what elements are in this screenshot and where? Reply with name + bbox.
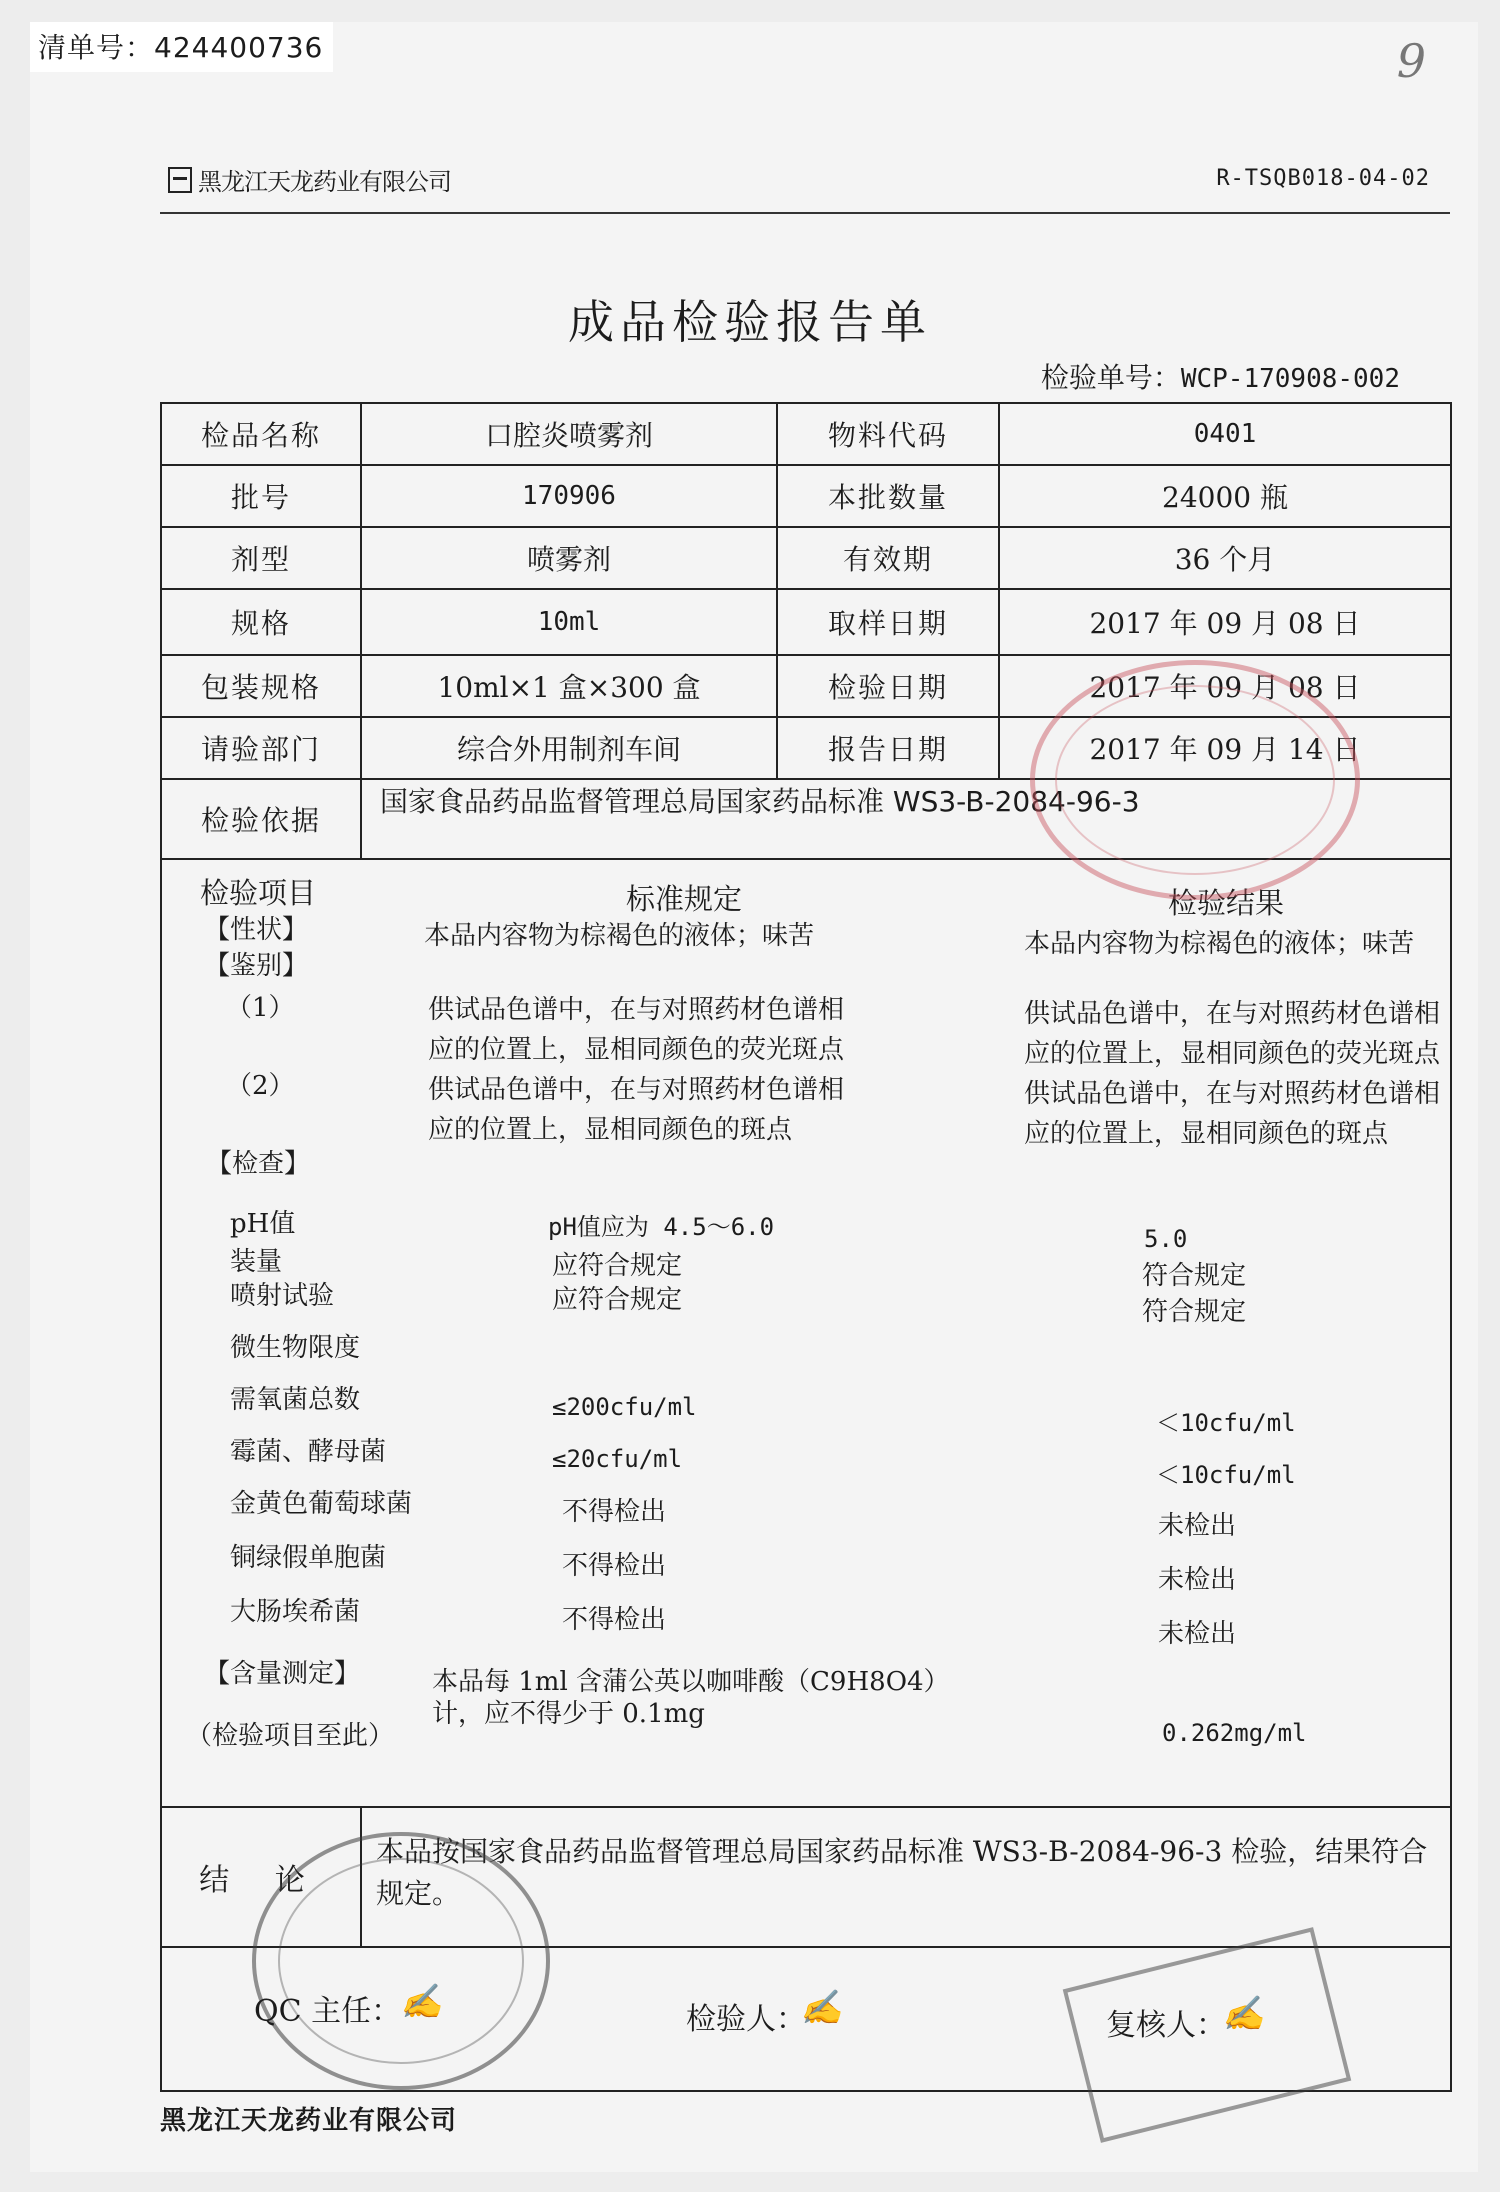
report-number bbox=[1041, 356, 1400, 396]
pseudo-result: 未检出 bbox=[1158, 1565, 1237, 1595]
ident1-result-line1: 供试品色谱中，在与对照药材色谱相 bbox=[1024, 999, 1441, 1029]
mold-label: 霉菌、酵母菌 bbox=[230, 1437, 387, 1467]
header-rule bbox=[160, 212, 1450, 214]
assay-result: 0.262mg/ml bbox=[1162, 1719, 1307, 1747]
batch-qty-label: 本批数量 bbox=[827, 481, 948, 514]
conclusion-label: 结 论 bbox=[199, 1863, 323, 1898]
result-header: 检验结果 bbox=[1168, 886, 1285, 920]
ident-label: 【鉴别】 bbox=[204, 951, 309, 981]
list-number: 清单号：424400736 bbox=[30, 22, 333, 72]
batch-qty-value: 24000 瓶 bbox=[1162, 481, 1288, 514]
package-label: 包装规格 bbox=[200, 671, 321, 704]
fill-result: 符合规定 bbox=[1142, 1261, 1247, 1291]
validity-value: 36 个月 bbox=[1174, 543, 1276, 576]
test-date-label: 检验日期 bbox=[827, 671, 948, 704]
spray-result: 符合规定 bbox=[1142, 1297, 1247, 1327]
row-divider bbox=[160, 858, 1452, 860]
basis-value: 国家食品药品监督管理总局国家药品标准 WS3-B-2084-96-3 bbox=[380, 785, 1140, 818]
staph-result: 未检出 bbox=[1158, 1511, 1237, 1541]
conclusion-line2: 规定。 bbox=[376, 1877, 461, 1910]
qc-signature: ✍ bbox=[400, 1982, 443, 2022]
character-label: 【性状】 bbox=[204, 915, 309, 945]
column-divider bbox=[360, 1806, 362, 1946]
ident1-standard-line1: 供试品色谱中，在与对照药材色谱相 bbox=[428, 995, 845, 1025]
report-date-label: 报告日期 bbox=[827, 733, 948, 766]
standard-header: 标准规定 bbox=[626, 882, 743, 916]
item-header: 检验项目 bbox=[200, 876, 317, 910]
ecoli-standard: 不得检出 bbox=[562, 1605, 667, 1635]
micro-label: 微生物限度 bbox=[230, 1333, 361, 1363]
report-date-value: 2017 年 09 月 14 日 bbox=[1089, 733, 1361, 766]
reviewer-label: 复核人： bbox=[1106, 2008, 1226, 2043]
aerobic-label: 需氧菌总数 bbox=[230, 1385, 361, 1415]
ident2-standard-line2: 应的位置上，显相同颜色的斑点 bbox=[428, 1115, 793, 1145]
product-name-value: 口腔炎喷雾剂 bbox=[484, 419, 653, 452]
assay-label: 【含量测定】 bbox=[204, 1659, 361, 1689]
material-code-label: 物料代码 bbox=[827, 419, 948, 452]
mold-result: ＜10cfu/ml bbox=[1156, 1461, 1296, 1489]
mold-standard: ≤20cfu/ml bbox=[552, 1445, 683, 1473]
page-mark: 9 bbox=[1396, 34, 1426, 88]
form-code: R-TSQB018-04-02 bbox=[1216, 166, 1430, 191]
ecoli-result: 未检出 bbox=[1158, 1619, 1237, 1649]
end-of-items: （检验项目至此） bbox=[186, 1721, 395, 1751]
dosage-form-label: 剂型 bbox=[230, 543, 291, 576]
aerobic-standard: ≤200cfu/ml bbox=[552, 1393, 697, 1421]
batch-label: 批号 bbox=[230, 481, 291, 514]
ident2-number: （2） bbox=[226, 1071, 295, 1101]
conclusion-line1: 本品按国家食品药品监督管理总局国家药品标准 WS3-B-2084-96-3 检验，结果符合 bbox=[376, 1835, 1428, 1868]
product-name-label: 检品名称 bbox=[200, 419, 321, 452]
ph-result: 5.0 bbox=[1144, 1225, 1188, 1253]
report-number-value: WCP-170908-002 bbox=[1180, 364, 1400, 394]
dept-label: 请验部门 bbox=[200, 733, 321, 766]
pseudo-label: 铜绿假单胞菌 bbox=[230, 1543, 387, 1573]
spec-label: 规格 bbox=[230, 607, 291, 640]
character-result: 本品内容物为棕褐色的液体；味苦 bbox=[1024, 929, 1415, 959]
material-code-value: 0401 bbox=[1193, 419, 1257, 449]
sampling-date-label: 取样日期 bbox=[827, 607, 948, 640]
ph-label: pH值 bbox=[230, 1209, 296, 1239]
spray-standard: 应符合规定 bbox=[552, 1285, 683, 1315]
fill-label: 装量 bbox=[230, 1247, 283, 1277]
spray-label: 喷射试验 bbox=[230, 1281, 335, 1311]
company-header bbox=[168, 162, 451, 197]
assay-standard-line2: 计，应不得少于 0.1mg bbox=[432, 1699, 705, 1729]
ecoli-label: 大肠埃希菌 bbox=[230, 1597, 361, 1627]
fill-standard: 应符合规定 bbox=[552, 1251, 683, 1281]
staph-label: 金黄色葡萄球菌 bbox=[230, 1489, 413, 1519]
pseudo-standard: 不得检出 bbox=[562, 1551, 667, 1581]
check-label: 【检查】 bbox=[206, 1149, 311, 1179]
batch-value: 170906 bbox=[522, 481, 616, 511]
validity-label: 有效期 bbox=[842, 543, 933, 576]
reviewer-signature: ✍ bbox=[1222, 1994, 1265, 2034]
basis-label: 检验依据 bbox=[200, 804, 321, 837]
ident1-result-line2: 应的位置上，显相同颜色的荧光斑点 bbox=[1024, 1039, 1441, 1069]
inspector-label: 检验人： bbox=[686, 2002, 806, 2037]
character-standard: 本品内容物为棕褐色的液体；味苦 bbox=[424, 921, 815, 951]
footer-company: 黑龙江天龙药业有限公司 bbox=[160, 2106, 458, 2136]
dosage-form-value: 喷雾剂 bbox=[526, 543, 611, 576]
aerobic-result: ＜10cfu/ml bbox=[1156, 1409, 1296, 1437]
report-title: 成品检验报告单 bbox=[568, 295, 932, 349]
ident1-number: （1） bbox=[226, 993, 295, 1023]
inspector-signature: ✍ bbox=[800, 1988, 843, 2028]
staph-standard: 不得检出 bbox=[562, 1497, 667, 1527]
column-divider bbox=[360, 778, 362, 858]
assay-standard-line1: 本品每 1ml 含蒲公英以咖啡酸（C9H8O4） bbox=[432, 1667, 950, 1697]
ident2-result-line1: 供试品色谱中，在与对照药材色谱相 bbox=[1024, 1079, 1441, 1109]
company-header-text: 黑龙江天龙药业有限公司 bbox=[198, 168, 451, 196]
spec-value: 10ml bbox=[537, 607, 601, 637]
ident2-result-line2: 应的位置上，显相同颜色的斑点 bbox=[1024, 1119, 1389, 1149]
ident2-standard-line1: 供试品色谱中，在与对照药材色谱相 bbox=[428, 1075, 845, 1105]
ident1-standard-line2: 应的位置上，显相同颜色的荧光斑点 bbox=[428, 1035, 845, 1065]
dept-value: 综合外用制剂车间 bbox=[456, 733, 681, 766]
report-number-label: 检验单号： bbox=[1040, 361, 1181, 394]
test-date-value: 2017 年 09 月 08 日 bbox=[1089, 671, 1361, 704]
company-logo-icon bbox=[168, 167, 192, 193]
sampling-date-value: 2017 年 09 月 08 日 bbox=[1089, 607, 1361, 640]
package-value: 10ml×1 盒×300 盒 bbox=[437, 671, 701, 704]
qc-director-label: QC 主任： bbox=[254, 1994, 402, 2029]
ph-standard: pH值应为 4.5～6.0 bbox=[548, 1213, 775, 1241]
